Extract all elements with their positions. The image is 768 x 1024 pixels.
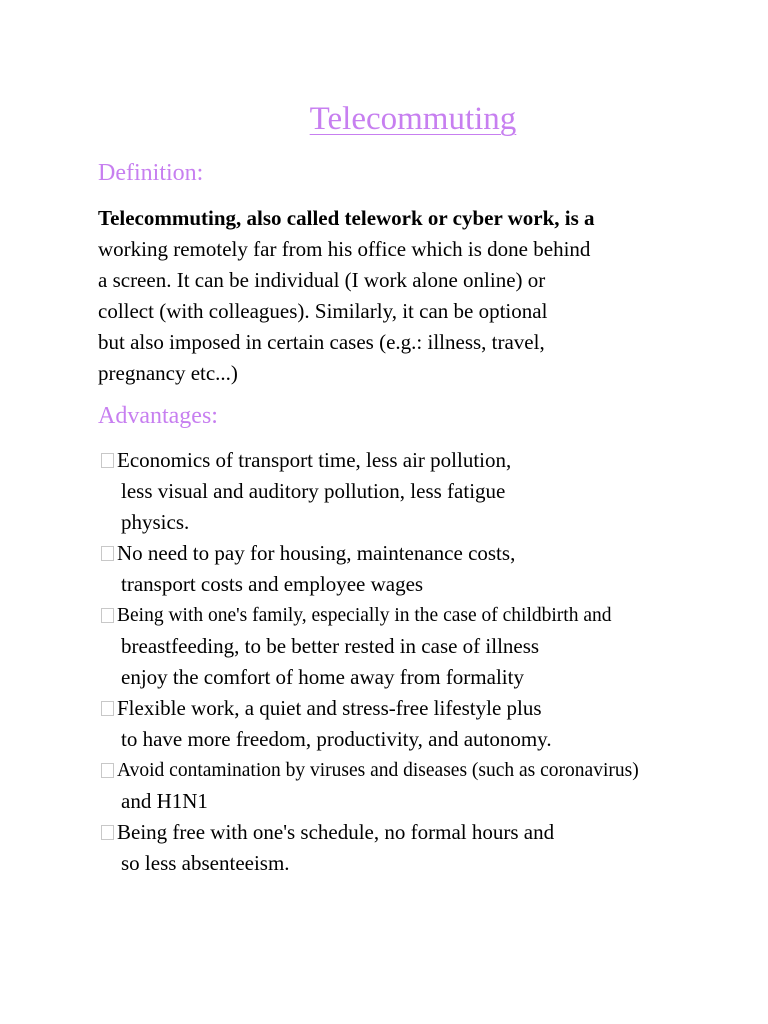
advantage-item bbox=[98, 693, 639, 755]
definition-line: Telecommuting, also called telework or cyber work, is a bbox=[98, 206, 595, 230]
advantage-line: Being with one's family, especially in the case of childbirth and bbox=[117, 605, 612, 626]
advantage-item bbox=[98, 445, 639, 538]
definition-line: working remotely far from his office which is done behind bbox=[98, 237, 591, 261]
empty-box-icon bbox=[101, 825, 114, 840]
empty-box-icon bbox=[101, 453, 114, 468]
advantage-line: and H1N1 bbox=[121, 789, 208, 813]
empty-box-icon bbox=[101, 763, 114, 778]
advantage-line: to have more freedom, productivity, and autonomy. bbox=[121, 727, 552, 751]
advantage-line: enjoy the comfort of home away from formality bbox=[121, 665, 524, 689]
advantage-line: physics. bbox=[121, 510, 190, 534]
definition-line: a screen. It can be individual (I work alone online) or bbox=[98, 268, 546, 292]
definition-line: collect (with colleagues). Similarly, it can be optional bbox=[98, 299, 548, 323]
document-title bbox=[0, 99, 768, 139]
advantage-item bbox=[98, 817, 639, 879]
definition-line: pregnancy etc...) bbox=[98, 361, 238, 385]
advantage-line: less visual and auditory pollution, less fatigue bbox=[121, 479, 506, 503]
advantage-line: so less absenteeism. bbox=[121, 851, 290, 875]
definition-paragraph bbox=[98, 203, 595, 389]
definition-heading: Definition: bbox=[98, 160, 204, 186]
advantage-line: Being free with one's schedule, no formal hours and bbox=[117, 820, 555, 844]
advantage-item bbox=[98, 600, 639, 693]
advantage-item bbox=[98, 538, 639, 600]
advantage-line: Avoid contamination by viruses and diseases (such as coronavirus) bbox=[117, 760, 639, 781]
document-title-text: Telecommuting bbox=[309, 101, 517, 137]
empty-box-icon bbox=[101, 701, 114, 716]
advantage-line: No need to pay for housing, maintenance costs, bbox=[117, 541, 516, 565]
advantages-heading: Advantages: bbox=[98, 403, 218, 429]
advantage-line: transport costs and employee wages bbox=[121, 572, 424, 596]
definition-line: but also imposed in certain cases (e.g.: illness, travel, bbox=[98, 330, 545, 354]
empty-box-icon bbox=[101, 546, 114, 561]
advantages-list bbox=[98, 445, 639, 879]
advantage-line: Flexible work, a quiet and stress-free lifestyle plus bbox=[117, 696, 542, 720]
advantage-line: breastfeeding, to be better rested in case of illness bbox=[121, 634, 540, 658]
advantage-line: Economics of transport time, less air pollution, bbox=[117, 448, 512, 472]
advantage-item bbox=[98, 755, 639, 817]
empty-box-icon bbox=[101, 608, 114, 623]
